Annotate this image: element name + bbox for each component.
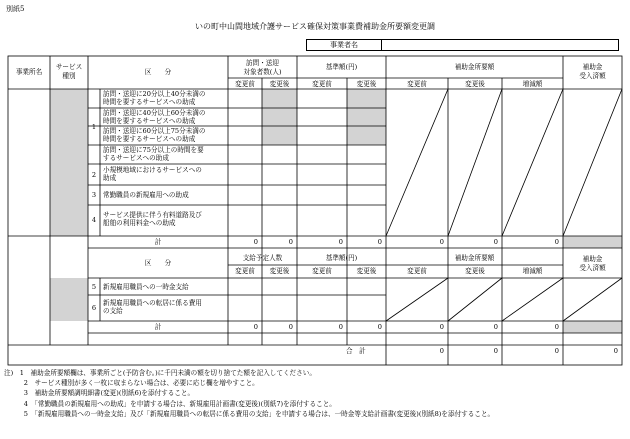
header-business-office: 事業所名: [15, 68, 43, 76]
item-number: 2: [91, 171, 97, 179]
header-diff: 増減額: [522, 80, 543, 88]
item-5-line1: 新規雇用職員への一時金支給: [103, 283, 189, 291]
item-1-2-line2: 時間を要するサービスへの助成: [103, 117, 196, 125]
document-title: いの町中山間地域介護サービス確保対策事業費補助金所要額変更調: [195, 22, 435, 31]
item-1-3-line1: 訪問・送迎に60分以上75分未満の: [103, 127, 206, 135]
header-before: 変更前: [312, 267, 332, 275]
item-number: 4: [91, 216, 97, 224]
note-line: 3 補助金所要額調明細書(変更)(別紙6)を添付すること。: [4, 389, 195, 398]
header-diff: 増減額: [522, 267, 543, 275]
header-service-type-2: 種別: [62, 72, 76, 80]
header-category: 区 分: [144, 68, 172, 76]
subtotal-value: 0: [493, 238, 498, 246]
header-before: 変更前: [235, 80, 255, 88]
subtotal-value: 0: [253, 238, 258, 246]
header-service-type-1: サービス: [55, 63, 83, 71]
header-base-amount: 基準額(円): [325, 254, 358, 262]
header-before: 変更前: [407, 80, 427, 88]
subtotal-value: 0: [554, 238, 559, 246]
subtotal-value: 0: [439, 323, 444, 331]
subtotal-value: 0: [554, 323, 559, 331]
grand-total-value: 0: [613, 347, 618, 355]
item-number: 6: [91, 304, 97, 312]
grand-total-value: 0: [554, 347, 559, 355]
header-subsidy-amount: 補助金所要額: [454, 63, 495, 71]
header-received-1: 補助金: [582, 63, 603, 71]
item-number: 1: [91, 123, 97, 131]
header-before: 変更前: [407, 267, 427, 275]
subtotal-value: 0: [493, 323, 498, 331]
header-received-2: 受入済額: [579, 72, 606, 80]
header-before: 変更前: [312, 80, 332, 88]
notes: [4, 368, 494, 419]
item-1-3-line2: 時間を要するサービスへの助成: [103, 135, 196, 143]
business-name-label: 事業者名: [307, 40, 382, 50]
header-received-2: 受入済額: [579, 264, 606, 272]
header-after: 変更後: [465, 267, 485, 275]
grand-total-value: 0: [493, 347, 498, 355]
subtotal-value: 0: [338, 323, 343, 331]
item-3-line1: 常勤職員の新規雇用への助成: [103, 191, 189, 199]
item-1-2-line1: 訪問・送迎に40分以上60分未満の: [103, 109, 206, 117]
subtotal-value: 0: [288, 323, 293, 331]
header-visits-1: 訪問・送迎: [246, 59, 279, 67]
item-6-line1: 新規雇用職員への転居に係る費用: [103, 299, 202, 307]
header-category: 区 分: [144, 259, 172, 267]
header-after: 変更後: [465, 80, 485, 88]
header-after: 変更後: [269, 267, 290, 275]
item-number: 3: [91, 191, 97, 199]
subtotal-value: 0: [377, 238, 382, 246]
subtotal-value: 0: [377, 323, 382, 331]
header-received-1: 補助金: [582, 255, 603, 263]
header-base-amount: 基準額(円): [325, 63, 358, 71]
grand-total-label: 合 計: [346, 347, 366, 355]
note-line: 2 サービス種別が多く一枚に収まらない場合は、必要に応じ欄を増やすこと。: [4, 379, 259, 388]
header-planned-payees: 支給予定人数: [242, 254, 283, 262]
item-1-4-line2: するサービスへの助成: [103, 154, 169, 162]
item-2-line1: 小規模地域におけるサービスへの: [103, 166, 202, 174]
header-before: 変更前: [235, 267, 255, 275]
header-after: 変更後: [269, 80, 290, 88]
item-number: 5: [91, 283, 97, 291]
item-4-line1: サービス提供に伴う有料道路及び: [103, 211, 202, 219]
item-1-4-line1: 訪問・送迎に75分以上の時間を要: [103, 146, 204, 154]
note-line: 注) 1 補助金所要額欄は、事業所ごと(予防含む。)に千円未満の額を切り捨てた額を記入してください。: [4, 369, 316, 377]
subtotal-value: 0: [439, 238, 444, 246]
subtotal-label: 計: [154, 238, 162, 246]
header-visits-2: 対象者数(人): [243, 68, 282, 76]
item-1-1-line1: 訪問・送迎に20分以上40分未満の: [103, 90, 206, 98]
note-line: 4 「常勤職員の新規雇用への助成」を申請する場合は、新規雇用計画書(変更後)(別紙7)を添付すること。: [4, 399, 336, 408]
subtotal-value: 0: [338, 238, 343, 246]
grand-total-value: 0: [439, 347, 444, 355]
form-number: 別紙5: [6, 5, 25, 13]
header-after: 変更後: [356, 80, 377, 88]
header-after: 変更後: [356, 267, 377, 275]
header-subsidy-amount: 補助金所要額: [454, 254, 495, 262]
subtotal-label: 計: [154, 323, 162, 331]
item-4-line2: 船舶の利用料金への助成: [103, 219, 176, 227]
item-6-line2: の支給: [103, 307, 123, 315]
item-2-line2: 助成: [103, 174, 117, 182]
note-line: 5 「新規雇用職員への一時金支給」及び「新規雇用職員への転居に係る費用の支給」を申請する場合は、一時金等支給計画書(変更後)(別紙8)を添付すること。: [4, 409, 495, 418]
subtotal-value: 0: [288, 238, 293, 246]
subtotal-value: 0: [253, 323, 258, 331]
item-1-1-line2: 時間を要するサービスへの助成: [103, 98, 196, 106]
